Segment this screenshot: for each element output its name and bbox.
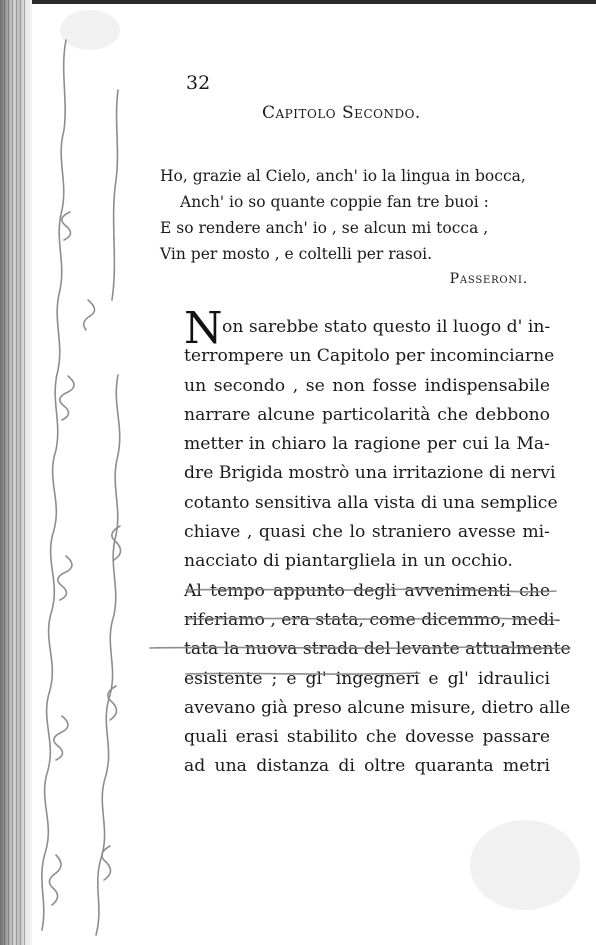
page-top-edge (32, 0, 596, 4)
handwriting-stroke (58, 556, 72, 600)
handwriting-stroke (108, 686, 117, 720)
epigraph-verse-2: Anch' io so quante coppie fan tre buoi : (180, 193, 489, 211)
drop-cap: N (184, 303, 223, 354)
body-line: narrare alcune particolarità che debbono (184, 404, 550, 425)
handwriting-stroke (84, 300, 95, 330)
body-line: Al tempo appunto degli avvenimenti che (184, 580, 550, 601)
body-line: avevano già preso alcune misure, dietro alle (184, 697, 571, 718)
body-line: ad una distanza di oltre quaranta metri (184, 756, 550, 777)
handwriting-stroke (42, 40, 66, 930)
page-edges (4, 0, 26, 945)
body-line: quali erasi stabilito che dovesse passare (184, 727, 550, 748)
body-line: un secondo , se non fosse indispensabile (184, 375, 550, 396)
body-line: chiave , quasi che lo straniero avesse mi- (184, 522, 550, 543)
epigraph-verse-1: Ho, grazie al Cielo, anch' io la lingua in bocca, (160, 167, 526, 185)
epigraph-attribution (160, 267, 550, 291)
attribution-text: Passeroni. (449, 271, 528, 287)
paper-stain (470, 820, 580, 910)
handwriting-stroke (49, 855, 61, 905)
handwriting-stroke (112, 90, 118, 300)
chapter-title: Capitolo Secondo. (262, 103, 421, 123)
paper-stain (60, 10, 120, 50)
body-line: riferiamo , era stata, come dicemmo, medi- (184, 609, 561, 630)
body-line: terrompere un Capitolo per incominciarne (184, 346, 555, 367)
body-line: esistente ; e gl' ingegneri e gl' idraulici (184, 668, 550, 689)
body-line: cotanto sensitiva alla vista di una semplice (184, 492, 558, 513)
handwriting-stroke (54, 716, 68, 760)
epigraph-verse-3: E so rendere anch' io , se alcun mi tocca , (160, 219, 489, 237)
handwriting-stroke (62, 212, 71, 240)
epigraph (160, 163, 550, 291)
body-paragraphs (184, 313, 571, 782)
page-number: 32 (186, 72, 211, 94)
body-line: metter in chiaro la ragione per cui la Ma- (184, 434, 550, 455)
running-head (262, 103, 421, 123)
handwriting-stroke (102, 846, 111, 880)
body-line: on sarebbe stato questo il luogo d' in- (222, 317, 551, 337)
handwriting-stroke (96, 375, 120, 935)
epigraph-verse-4: Vin per mosto , e coltelli per rasoi. (160, 245, 433, 263)
handwriting-stroke (112, 526, 121, 560)
body-line: nacciato di piantargliela in un occhio. (184, 551, 513, 572)
body-line: tata la nuova strada del levante attualmente (184, 639, 571, 660)
handwriting-stroke (60, 376, 74, 420)
body-line: dre Brigida mostrò una irritazione di nervi (184, 463, 556, 484)
